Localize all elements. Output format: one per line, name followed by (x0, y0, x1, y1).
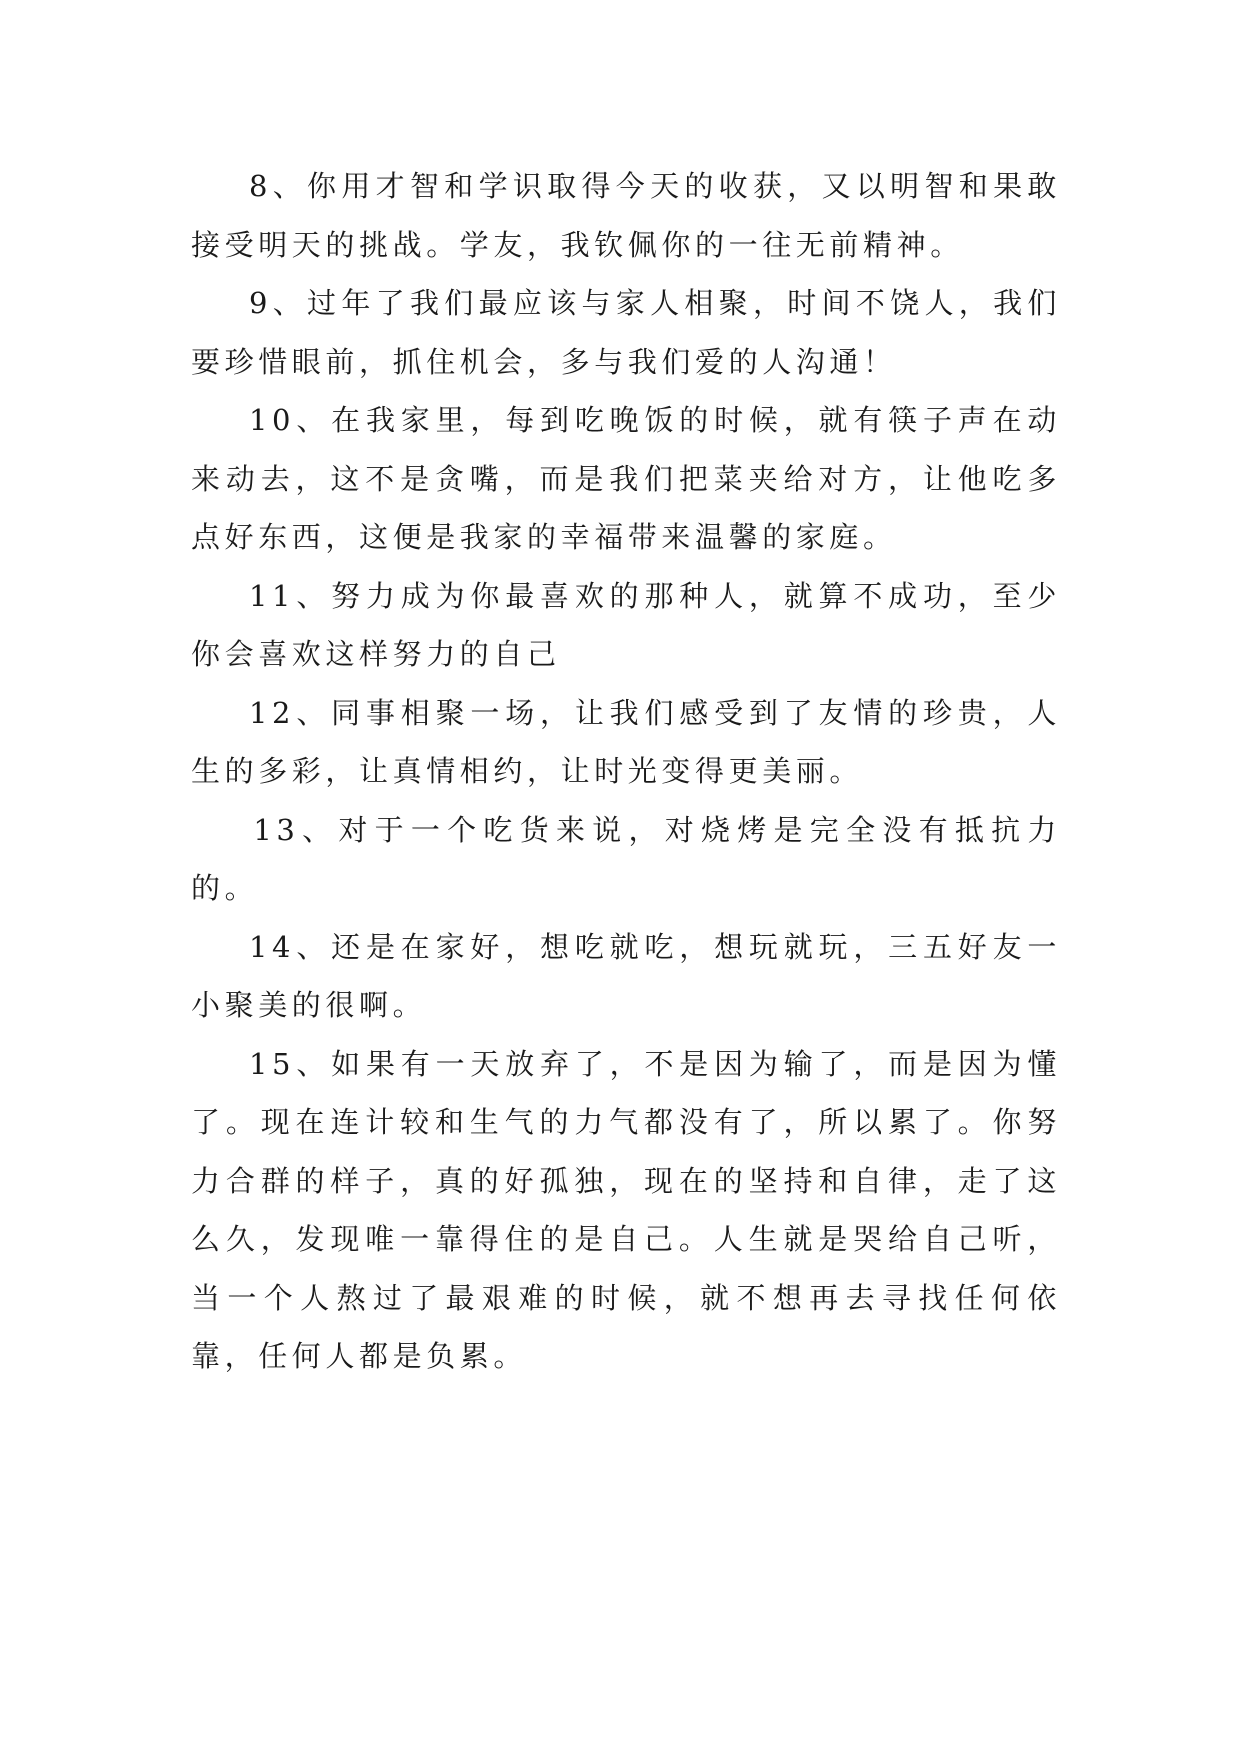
paragraph-13: 13、对于一个吃货来说，对烧烤是完全没有抵抗力的。 (191, 812, 1061, 905)
paragraph-10: 10、在我家里，每到吃晚饭的时候，就有筷子声在动来动去，这不是贪嘴，而是我们把菜夹给对方，让他吃多点好东西，这便是我家的幸福带来温馨的家庭。 (191, 403, 1061, 554)
paragraph-8: 8、你用才智和学识取得今天的收获，又以明智和果敢接受明天的挑战。学友，我钦佩你的一往无前精神。 (191, 169, 1061, 262)
paragraph-15: 15、如果有一天放弃了，不是因为输了，而是因为懂了。现在连计较和生气的力气都没有了，所以累了。你努力合群的样子，真的好孤独，现在的坚持和自律，走了这么久，发现唯一靠得住的是自己。人生就是哭给自己听，当一个人熬过了最艰难的时候，就不想再去寻找任何依靠，任何人都是负累。 (191, 1046, 1061, 1373)
paragraph-9: 9、过年了我们最应该与家人相聚，时间不饶人，我们要珍惜眼前，抓住机会，多与我们爱的人沟通！ (191, 286, 1061, 379)
paragraph-14: 14、还是在家好，想吃就吃，想玩就玩，三五好友一小聚美的很啊。 (191, 929, 1061, 1022)
document-body (191, 157, 1061, 1386)
paragraph-11: 11、努力成为你最喜欢的那种人，就算不成功，至少你会喜欢这样努力的自己 (191, 578, 1061, 671)
paragraph-12: 12、同事相聚一场，让我们感受到了友情的珍贵，人生的多彩，让真情相约，让时光变得更美丽。 (191, 695, 1061, 788)
